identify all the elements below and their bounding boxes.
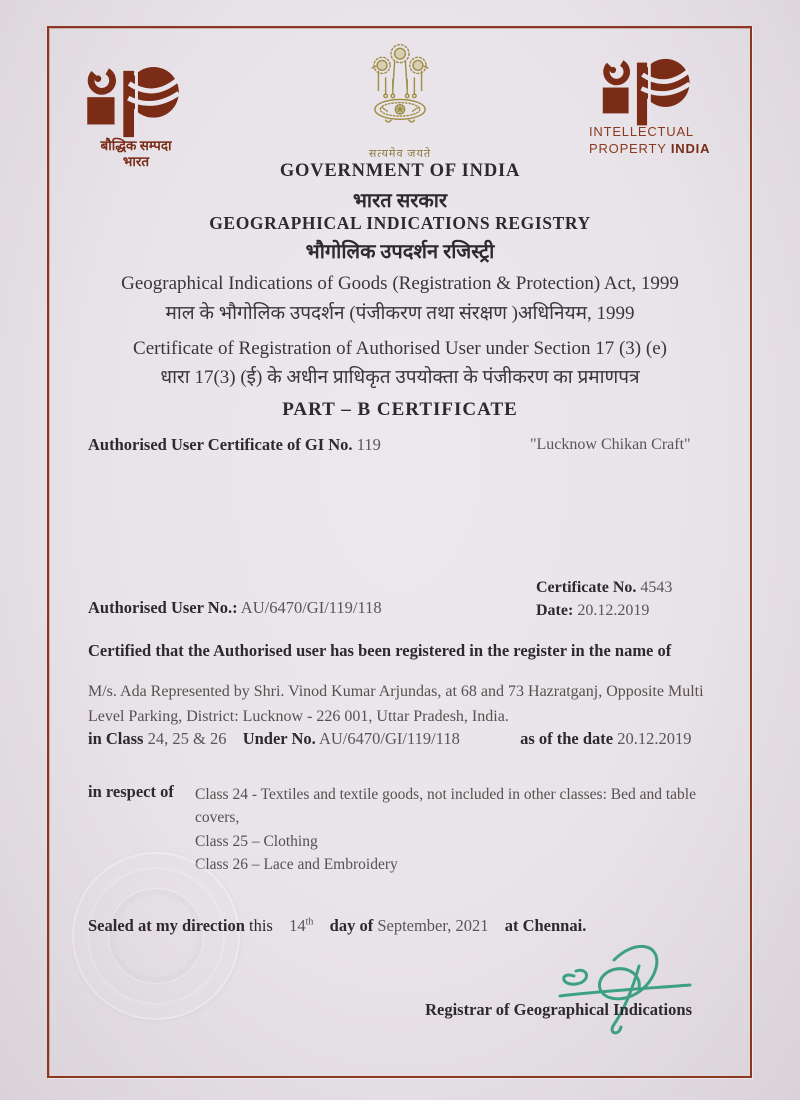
gi-number-row	[88, 435, 381, 455]
sealed-label: Sealed at my direction	[88, 916, 245, 935]
ip-india-logo-left	[76, 66, 194, 142]
day-value: 14th	[289, 916, 314, 935]
as-of-date-value: 20.12.2019	[617, 729, 692, 748]
certificate-date-row	[536, 599, 672, 622]
class-row	[88, 729, 691, 749]
under-no-label: Under No.	[242, 729, 316, 748]
registry-title: GEOGRAPHICAL INDICATIONS REGISTRY	[209, 213, 591, 233]
act-title: Geographical Indications of Goods (Registration & Protection) Act, 1999	[121, 273, 679, 294]
au-label: Authorised User No.:	[88, 598, 238, 617]
under-no-value: AU/6470/GI/119/118	[318, 729, 460, 748]
emblem-motto: सत्यमेव जयते	[368, 148, 432, 160]
respect-item-class26: Class 26 – Lace and Embroidery	[195, 855, 398, 873]
respect-item-class24: Class 24 - Textiles and textile goods, not included in other classes: Bed and table covers,	[195, 786, 696, 827]
caption-line: भारत	[122, 153, 150, 169]
ip-logo-icon	[592, 58, 704, 130]
gi-number-value: 119	[356, 435, 381, 454]
government-of-india-title: GOVERNMENT OF INDIA	[279, 161, 521, 181]
in-class-label: in Class	[88, 729, 144, 748]
gi-label: Authorised User Certificate of GI No.	[88, 435, 353, 454]
date-label: Date:	[536, 602, 574, 620]
section-line-hindi: धारा 17(3) (ई) के अधीन प्राधिकृत उपयोक्ता के पंजीकरण का प्रमाणपत्र	[160, 367, 640, 388]
at-place-label: at Chennai.	[504, 916, 587, 935]
ip-india-logo-right	[592, 58, 704, 130]
registry-title-hindi: भौगोलिक उपदर्शन रजिस्ट्री	[305, 241, 495, 263]
authorised-user-number-row	[88, 598, 382, 618]
au-number-value: AU/6470/GI/119/118	[240, 598, 382, 617]
act-title-hindi: माल के भौगोलिक उपदर्शन (पंजीकरण तथा संरक्षण )अधिनियम, 1999	[165, 303, 635, 324]
certificate-no-label: Certificate No.	[536, 579, 637, 596]
certificate-number-block	[536, 576, 672, 622]
sealed-row	[88, 916, 586, 936]
section-line: Certificate of Registration of Authorised User under Section 17 (3) (e)	[133, 338, 667, 359]
registrar-title: Registrar of Geographical Indications	[425, 1000, 692, 1019]
emblem-of-india-icon	[355, 42, 445, 148]
certificate-number-row	[536, 576, 672, 599]
embossed-seal	[72, 852, 240, 1020]
government-of-india-hindi: भारत सरकार	[352, 190, 448, 212]
part-b-title: PART – B CERTIFICATE	[282, 399, 518, 420]
this-word: this	[249, 916, 273, 935]
class-numbers-value: 24, 25 & 26	[147, 729, 227, 748]
registrar-signature	[540, 936, 710, 1040]
day-of-label: day of	[329, 916, 374, 935]
certified-statement: Certified that the Authorised user has been registered in the register in the name of	[88, 641, 672, 660]
caption-line: INTELLECTUAL	[589, 124, 694, 139]
ip-logo-icon	[76, 66, 194, 142]
ip-india-caption-right	[589, 124, 759, 158]
month-value: September, 2021	[377, 916, 489, 935]
in-respect-of-label: in respect of	[88, 782, 174, 801]
caption-line: बौद्धिक सम्पदा	[100, 138, 172, 153]
as-of-label: as of the date	[520, 729, 614, 748]
certificate-no-value: 4543	[640, 579, 673, 596]
caption-line: PROPERTY INDIA	[589, 140, 711, 156]
holder-name-address: M/s. Ada Represented by Shri. Vinod Kumar Arjundas, at 68 and 73 Hazratganj, Opposite Multi Level Parking, District: Lucknow - 226 001, Uttar Pradesh, India.	[88, 683, 704, 725]
respect-item-class25: Class 25 – Clothing	[195, 832, 318, 850]
respect-items	[195, 783, 723, 876]
gi-name-value: "Lucknow Chikan Craft"	[530, 436, 691, 453]
date-value: 20.12.2019	[577, 602, 650, 620]
